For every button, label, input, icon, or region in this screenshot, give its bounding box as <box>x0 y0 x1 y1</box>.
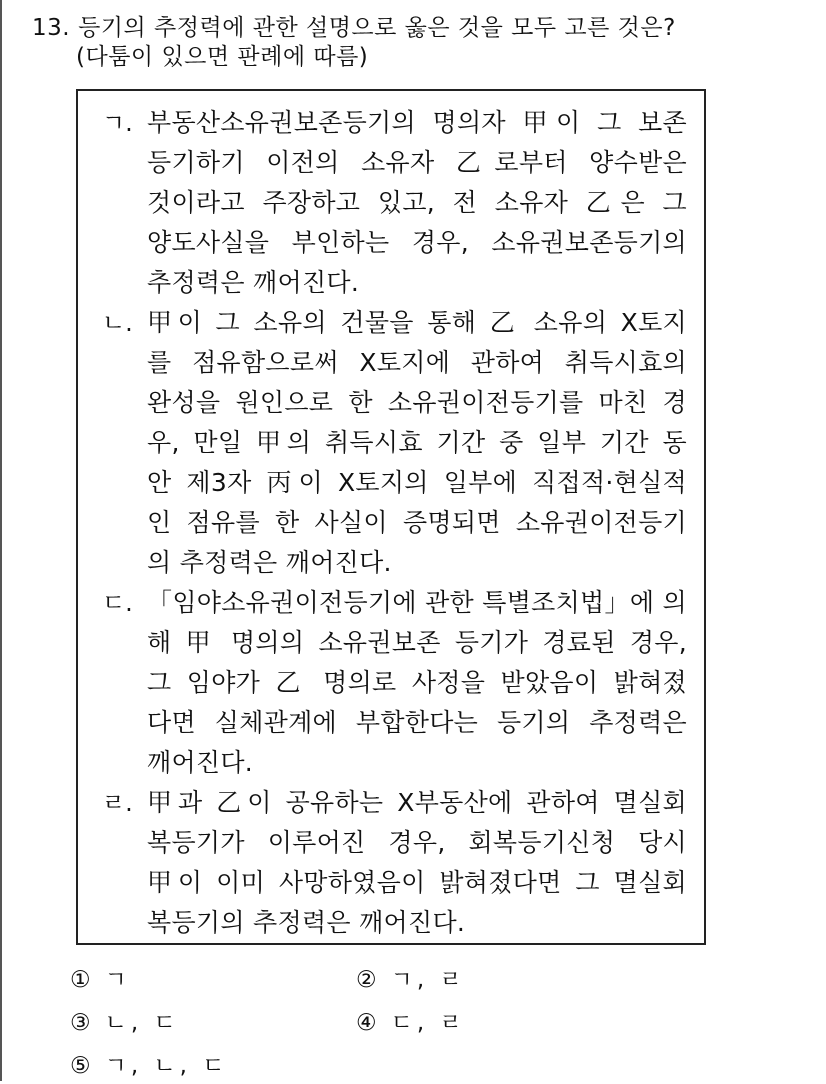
page-left-rule <box>0 0 2 1081</box>
statement-line: 해 甲 명의의 소유권보존 등기가 경료된 경우, <box>147 628 687 657</box>
statement-line: 그 임야가 乙 명의로 사정을 받았음이 밝혀졌 <box>147 668 687 697</box>
statement-line: 「임야소유권이전등기에 관한 특별조치법」에 의 <box>147 588 687 617</box>
statement-line: 등기하기 이전의 소유자 乙로부터 양수받은 <box>147 148 687 177</box>
option-text: ㄷ, ㄹ <box>390 1010 466 1036</box>
statement-line: 추정력은 깨어진다. <box>147 268 360 297</box>
statement-marker: ㄱ. <box>102 109 133 137</box>
statement-line: 깨어진다. <box>147 748 254 777</box>
answer-option-5[interactable] <box>70 1048 229 1084</box>
option-number: ① <box>70 967 91 993</box>
option-number: ④ <box>356 1010 377 1036</box>
statement-line: 인 점유를 한 사실이 증명되면 소유권이전등기 <box>147 508 687 537</box>
statement-marker: ㄹ. <box>102 789 133 817</box>
question-stem <box>32 14 812 72</box>
statement-line: 다면 실체관계에 부합한다는 등기의 추정력은 <box>147 708 687 737</box>
option-number: ⑤ <box>70 1053 91 1079</box>
option-text: ㄴ, ㄷ <box>104 1010 180 1036</box>
statement-line: 안 제3자 丙이 X토지의 일부에 직접적·현실적 <box>147 468 687 497</box>
question-note: (다툼이 있으면 판례에 따름) <box>76 44 369 70</box>
statements-box <box>76 89 706 945</box>
statement-line: 를 점유함으로써 X토지에 관하여 취득시효의 <box>147 348 687 377</box>
statement-marker: ㄷ. <box>102 589 133 617</box>
option-text: ㄱ, ㄹ <box>390 967 466 993</box>
statement-line: 甲과 乙이 공유하는 X부동산에 관하여 멸실회 <box>147 788 687 817</box>
statement-line: 甲이 그 소유의 건물을 통해 乙 소유의 X토지 <box>147 308 687 337</box>
statement-line: 부동산소유권보존등기의 명의자 甲이 그 보존 <box>147 108 687 137</box>
answer-option-1[interactable] <box>70 962 131 998</box>
statement-marker: ㄴ. <box>102 309 133 337</box>
statement-line: 것이라고 주장하고 있고, 전 소유자 乙은 그 <box>147 188 687 217</box>
answer-option-2[interactable] <box>356 962 466 998</box>
statement-line: 양도사실을 부인하는 경우, 소유권보존등기의 <box>147 228 687 257</box>
answer-option-4[interactable] <box>356 1005 466 1041</box>
question-text: 등기의 추정력에 관한 설명으로 옳은 것을 모두 고른 것은? <box>78 15 676 41</box>
statement-line: 완성을 원인으로 한 소유권이전등기를 마친 경 <box>147 388 687 417</box>
statement-line: 의 추정력은 깨어진다. <box>147 548 392 577</box>
answer-option-3[interactable] <box>70 1005 180 1041</box>
statement-line: 甲이 이미 사망하였음이 밝혀졌다면 그 멸실회 <box>147 868 687 897</box>
question-line <box>32 14 812 43</box>
option-text: ㄱ, ㄴ, ㄷ <box>104 1053 229 1079</box>
option-number: ② <box>356 967 377 993</box>
option-text: ㄱ <box>104 967 131 993</box>
question-number: 13. <box>32 15 71 41</box>
statement-line: 복등기가 이루어진 경우, 회복등기신청 당시 <box>147 828 687 857</box>
statement-line: 복등기의 추정력은 깨어진다. <box>147 908 466 937</box>
statement-line: 우, 만일 甲의 취득시효 기간 중 일부 기간 동 <box>147 428 687 457</box>
option-number: ③ <box>70 1010 91 1036</box>
